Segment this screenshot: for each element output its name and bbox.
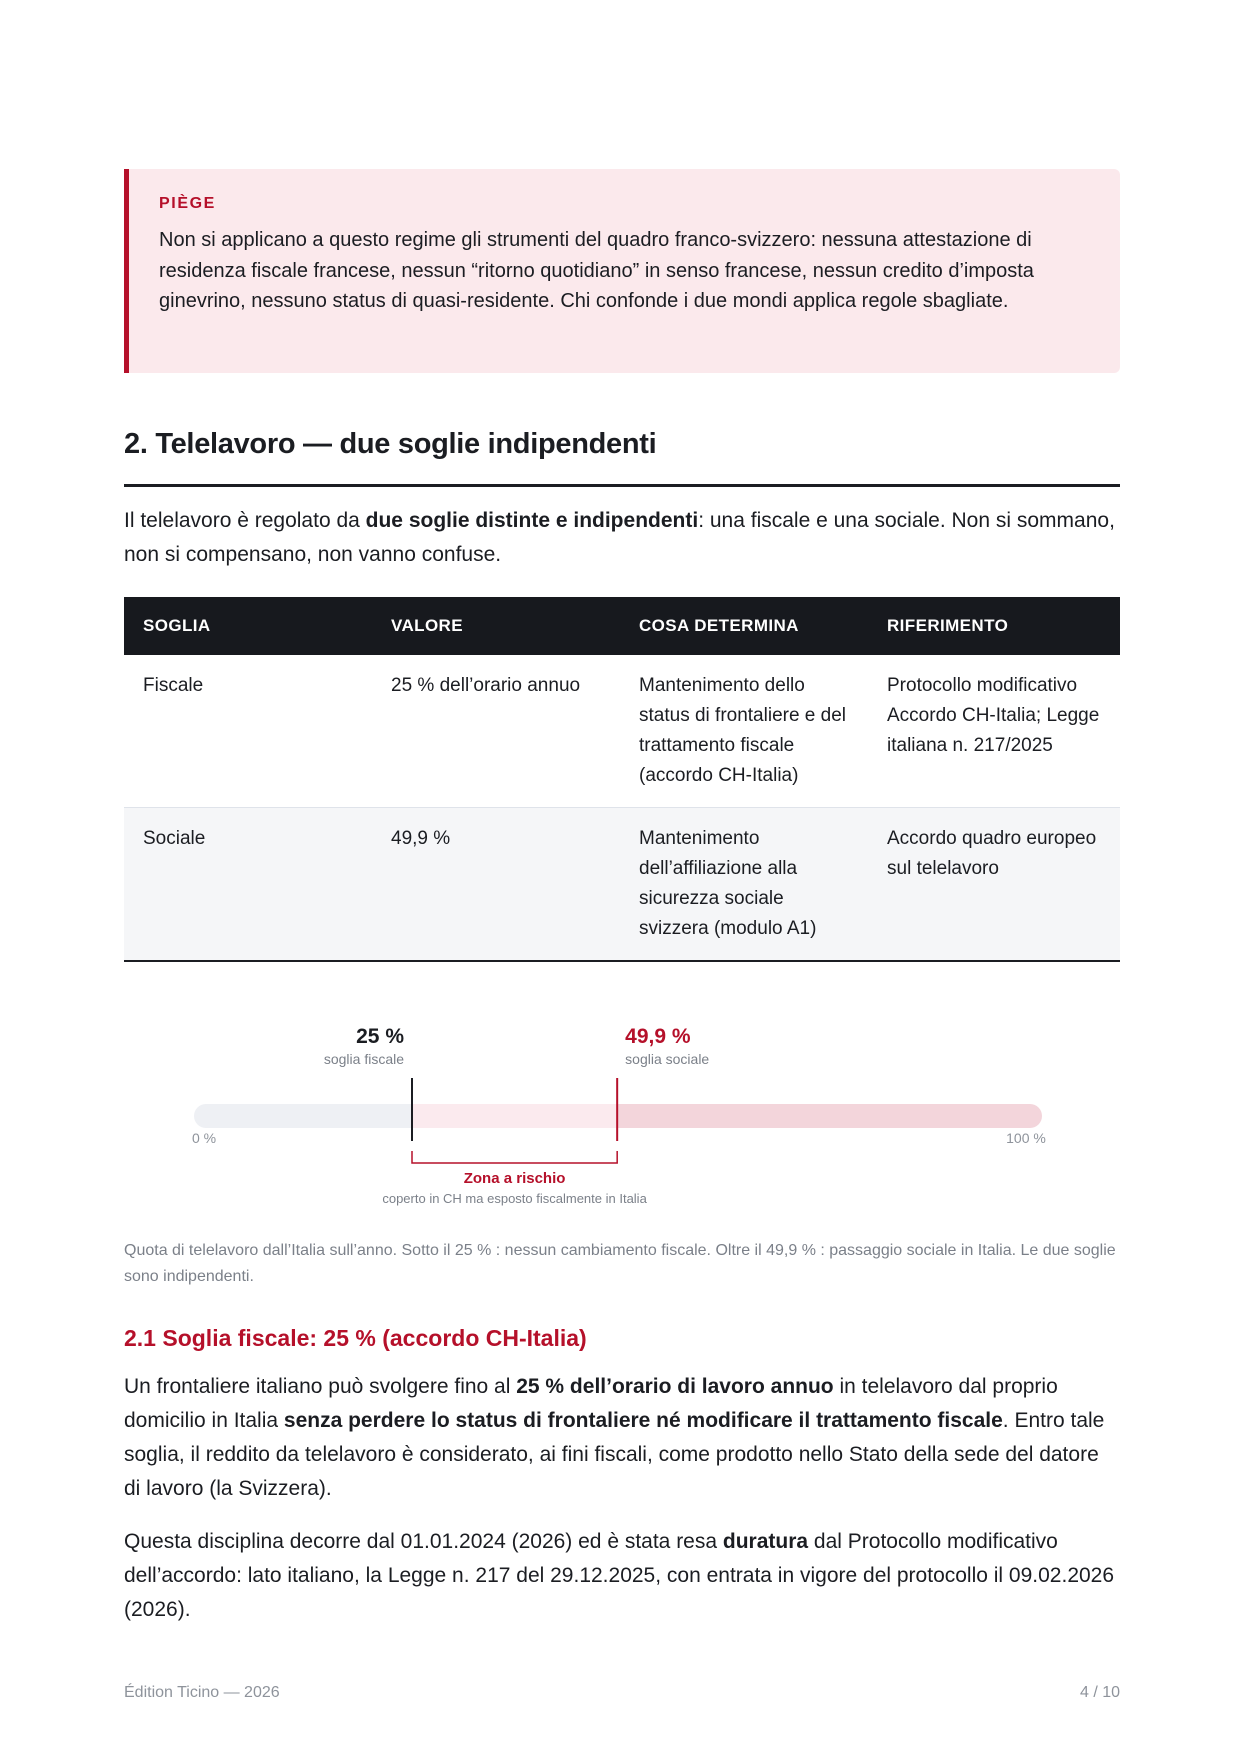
- text: dal Protocollo modificativo dell’accordo: lato italiano, la Legge n. 217 del 29.12.2025, con entrata in vigore del protocollo il 09.02.2026 (2026).: [124, 1530, 1115, 1621]
- callout-label: PIÈGE: [159, 195, 216, 212]
- segment-risk: [412, 1104, 617, 1128]
- heading-rule: [124, 484, 1120, 487]
- threshold-chart: [124, 1005, 1120, 1225]
- segment-safe: [206, 1104, 412, 1128]
- table-header-cell: SOGLIA: [124, 597, 372, 655]
- scale-min-label: 0 %: [191, 1130, 217, 1146]
- table-header-cell: RIFERIMENTO: [868, 597, 1120, 655]
- document-page: [124, 0, 1120, 1754]
- threshold-label-social: soglia sociale: [625, 1051, 710, 1067]
- table-cell: 25 % dell’orario annuo: [372, 655, 620, 808]
- intro-bold: due soglie distinte e indipendenti: [365, 509, 699, 532]
- table-cell: Accordo quadro europeo sul telelavoro: [868, 808, 1120, 962]
- paragraph: [124, 1370, 1120, 1506]
- footer-page-number: 4 / 10: [1079, 1684, 1120, 1701]
- table-header-row: [124, 597, 1120, 655]
- table-header-cell: VALORE: [372, 597, 620, 655]
- table-cell: Protocollo modificativo Accordo CH‑Italia; Legge italiana n. 217/2025: [868, 655, 1120, 808]
- bold-text: duratura: [722, 1530, 809, 1553]
- table-row: [124, 808, 1120, 962]
- text: . Entro tale soglia, il reddito da telelavoro è considerato, ai fini fiscali, come prodotto nello Stato della sede del datore di lavoro (la Svizzera).: [124, 1409, 1105, 1500]
- thresholds-table: [124, 597, 1120, 962]
- table-cell: Mantenimento dell’affiliazione alla sicurezza sociale svizzera (modulo A1): [620, 808, 868, 962]
- risk-zone-subtitle: coperto in CH ma esposto fiscalmente in Italia: [382, 1191, 647, 1206]
- table-cell: Mantenimento dello status di frontaliere e del trattamento fiscale (accordo CH‑Italia): [620, 655, 868, 808]
- bold-text: senza perdere lo status di frontaliere né modificare il trattamento fiscale: [283, 1409, 1003, 1432]
- section-2-1-heading: 2.1 Soglia fiscale: 25 % (accordo CH-Italia): [124, 1325, 587, 1351]
- footer-edition: Édition Ticino — 2026: [124, 1684, 280, 1701]
- text: Un frontaliere italiano può svolgere fino al: [124, 1375, 517, 1398]
- section-2-heading: 2. Telelavoro — due soglie indipendenti: [124, 428, 657, 460]
- table-row: [124, 655, 1120, 808]
- bold-text: 25 % dell’orario di lavoro annuo: [516, 1375, 834, 1398]
- callout-text: Non si applicano a questo regime gli strumenti del quadro franco-svizzero: nessuna attestazione di residenza fiscale francese, nessun “ritorno quotidiano” in senso francese, nessun credito d’imposta ginevrino, nessuno status di quasi-residente. Chi confonde i due mondi applica regole sbagliate.: [159, 229, 1034, 312]
- threshold-value-fiscal: 25 %: [356, 1025, 404, 1048]
- threshold-label-fiscal: soglia fiscale: [323, 1051, 404, 1067]
- table-cell: 49,9 %: [372, 808, 620, 962]
- table-header-cell: COSA DETERMINA: [620, 597, 868, 655]
- intro-text-1: Il telelavoro è regolato da: [124, 509, 366, 532]
- paragraph: [124, 1525, 1120, 1627]
- table-cell: Sociale: [124, 808, 372, 962]
- text: in telelavoro dal proprio domicilio in Italia: [124, 1375, 1058, 1432]
- risk-zone-title: Zona a rischio: [463, 1170, 566, 1187]
- warning-callout: [124, 169, 1120, 373]
- threshold-value-social: 49,9 %: [625, 1025, 691, 1048]
- segment-social: [617, 1104, 1030, 1128]
- intro-text-2: : una fiscale e una sociale. Non si sommano, non si compensano, non vanno confuse.: [124, 509, 1115, 566]
- section-2-intro: [124, 504, 1120, 572]
- text: Questa disciplina decorre dal 01.01.2024 (2026) ed è stata resa: [124, 1530, 723, 1553]
- scale-max-label: 100 %: [1006, 1130, 1046, 1146]
- table-cell: Fiscale: [124, 655, 372, 808]
- chart-caption: Quota di telelavoro dall’Italia sull’anno. Sotto il 25 % : nessun cambiamento fiscale. Oltre il 49,9 % : passaggio sociale in Italia. Le due soglie sono indipendenti.: [124, 1242, 1116, 1285]
- risk-zone-bracket: [412, 1151, 617, 1163]
- threshold-chart-svg: [124, 1005, 1120, 1225]
